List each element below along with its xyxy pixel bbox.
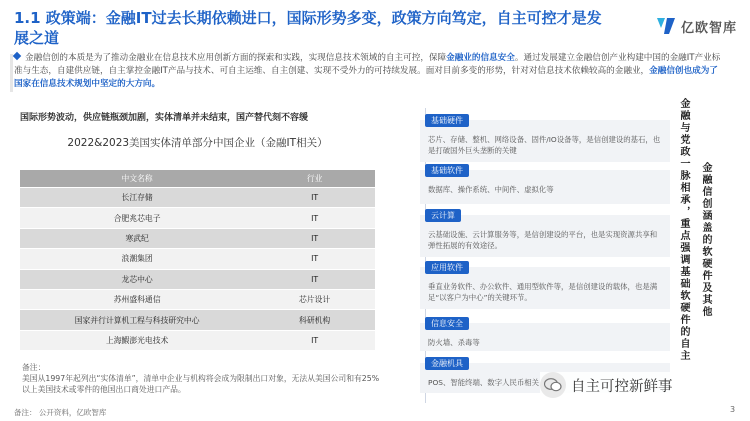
page-number: 3: [730, 405, 736, 414]
card-basic-software: [420, 166, 670, 204]
card-tag: 基础硬件: [425, 114, 469, 127]
table-row: [20, 208, 375, 228]
company-name-cell: 上海鰕澎光电技术: [20, 330, 254, 350]
table-row: [20, 330, 375, 350]
source-note: 备注： 公开资料，亿欧智库: [14, 408, 107, 417]
vertical-caption-2: 金融信创涵盖的软硬件及其他: [700, 162, 711, 318]
card-tag: 信息安全: [425, 317, 469, 330]
industry-cell: IT: [254, 188, 375, 208]
industry-cell: IT: [254, 269, 375, 289]
industry-cell: 科研机构: [254, 310, 375, 330]
table-note: [22, 362, 384, 395]
table-row: [20, 188, 375, 208]
intro-highlight-2: 金融信创也成为了国家在信息技术规划中坚定的大方向。: [14, 66, 718, 89]
industry-cell: IT: [254, 208, 375, 228]
card-cloud: [420, 211, 670, 257]
card-application-software: [420, 263, 670, 309]
company-name-cell: 长江存储: [20, 188, 254, 208]
table-row: [20, 249, 375, 269]
vertical-caption-1: 金融与党政一脉相承，重点强调基础软硬件的自主: [678, 98, 689, 362]
intro-text-2: 。通过发展建立金融信创产业构建中国的金融IT产业标准与生态，自建供应链，自主掌控金融IT产品与技术、可自主运维、自主创建、实现不受外力的可持续发展。面对目前多变的形势，针对对信息技术依赖较高的金融业，: [14, 53, 721, 76]
page-title: 1.1 政策端：金融IT过去长期依赖进口，国际形势多变，政策方向笃定，自主可控才是发展之道: [14, 9, 602, 47]
company-name-cell: 龙芯中心: [20, 269, 254, 289]
card-tag: 应用软件: [425, 261, 469, 274]
note-text: 美国从1997年起列出“实体清单”，清单中企业与机构将会成为限制出口对象，无法从美国公司和有25%以上美国技术或零件的他国出口商处进口产品。: [22, 374, 380, 394]
logo-text: 亿欧智库: [681, 20, 738, 36]
card-desc: 云基础设施、云计算服务等，是信创建设的平台，也是实现资源共享和弹性拓展的有效途径。: [428, 230, 658, 250]
logo-icon: [655, 14, 677, 38]
card-desc: 芯片、存储、整机、网络设备、固件/IO设备等，是信创建设的基石，也是打破国外巨头垄断的关键: [428, 135, 661, 155]
company-name-cell: 寒武纪: [20, 228, 254, 248]
industry-cell: IT: [254, 228, 375, 248]
card-tag: 云计算: [425, 209, 461, 222]
watermark-text: 自主可控新鲜事: [571, 378, 673, 395]
industry-cell: IT: [254, 249, 375, 269]
table-row: [20, 269, 375, 289]
column-header-industry: 行业: [254, 170, 375, 188]
industry-cell: 芯片设计: [254, 289, 375, 309]
card-desc: 防火墙、杀毒等: [428, 338, 480, 347]
table-row: [20, 228, 375, 248]
card-tag: 基础软件: [425, 164, 469, 177]
wechat-icon: [540, 372, 566, 398]
company-name-cell: 国家并行计算机工程与科技研究中心: [20, 310, 254, 330]
account-watermark: [540, 372, 673, 398]
company-name-cell: 苏州盛科通信: [20, 289, 254, 309]
intro-text-1: 金融信创的本质是为了推动金融业在信息技术应用创新方面的探索和实践，实现信息技术领域的自主可控，保障: [25, 53, 447, 63]
intro-divider: [10, 54, 13, 92]
column-header-name: 中文名称: [20, 170, 254, 188]
card-tag: 金融机具: [425, 357, 469, 370]
company-name-cell: 合肥兆芯电子: [20, 208, 254, 228]
company-name-cell: 浪潮集团: [20, 249, 254, 269]
logo: [655, 12, 747, 40]
bullet-icon: [13, 52, 21, 60]
note-label: 备注：: [22, 363, 46, 372]
intro-highlight-1: 金融业的信息安全: [446, 53, 515, 63]
card-desc: 垂直业务软件、办公软件、通用型软件等，是信创建设的载体，也是满足“以客户为中心”的关键环节。: [428, 282, 658, 302]
section-heading: 国际形势波动，供应链瓶颈加剧，实体清单并未结束，国产替代刻不容缓: [20, 113, 309, 123]
intro-paragraph: [14, 52, 726, 91]
card-hardware: [420, 116, 670, 162]
card-security: [420, 319, 670, 351]
table-row: [20, 310, 375, 330]
industry-cell: IT: [254, 330, 375, 350]
table-row: [20, 289, 375, 309]
card-desc: 数据库、操作系统、中间件、虚拟化等: [428, 185, 554, 194]
entity-list-table: [20, 170, 375, 351]
table-title: 2022&2023美国实体清单部分中国企业（金融IT相关）: [67, 137, 328, 149]
card-desc: POS、智能终端、数字人民币相关: [428, 378, 540, 387]
